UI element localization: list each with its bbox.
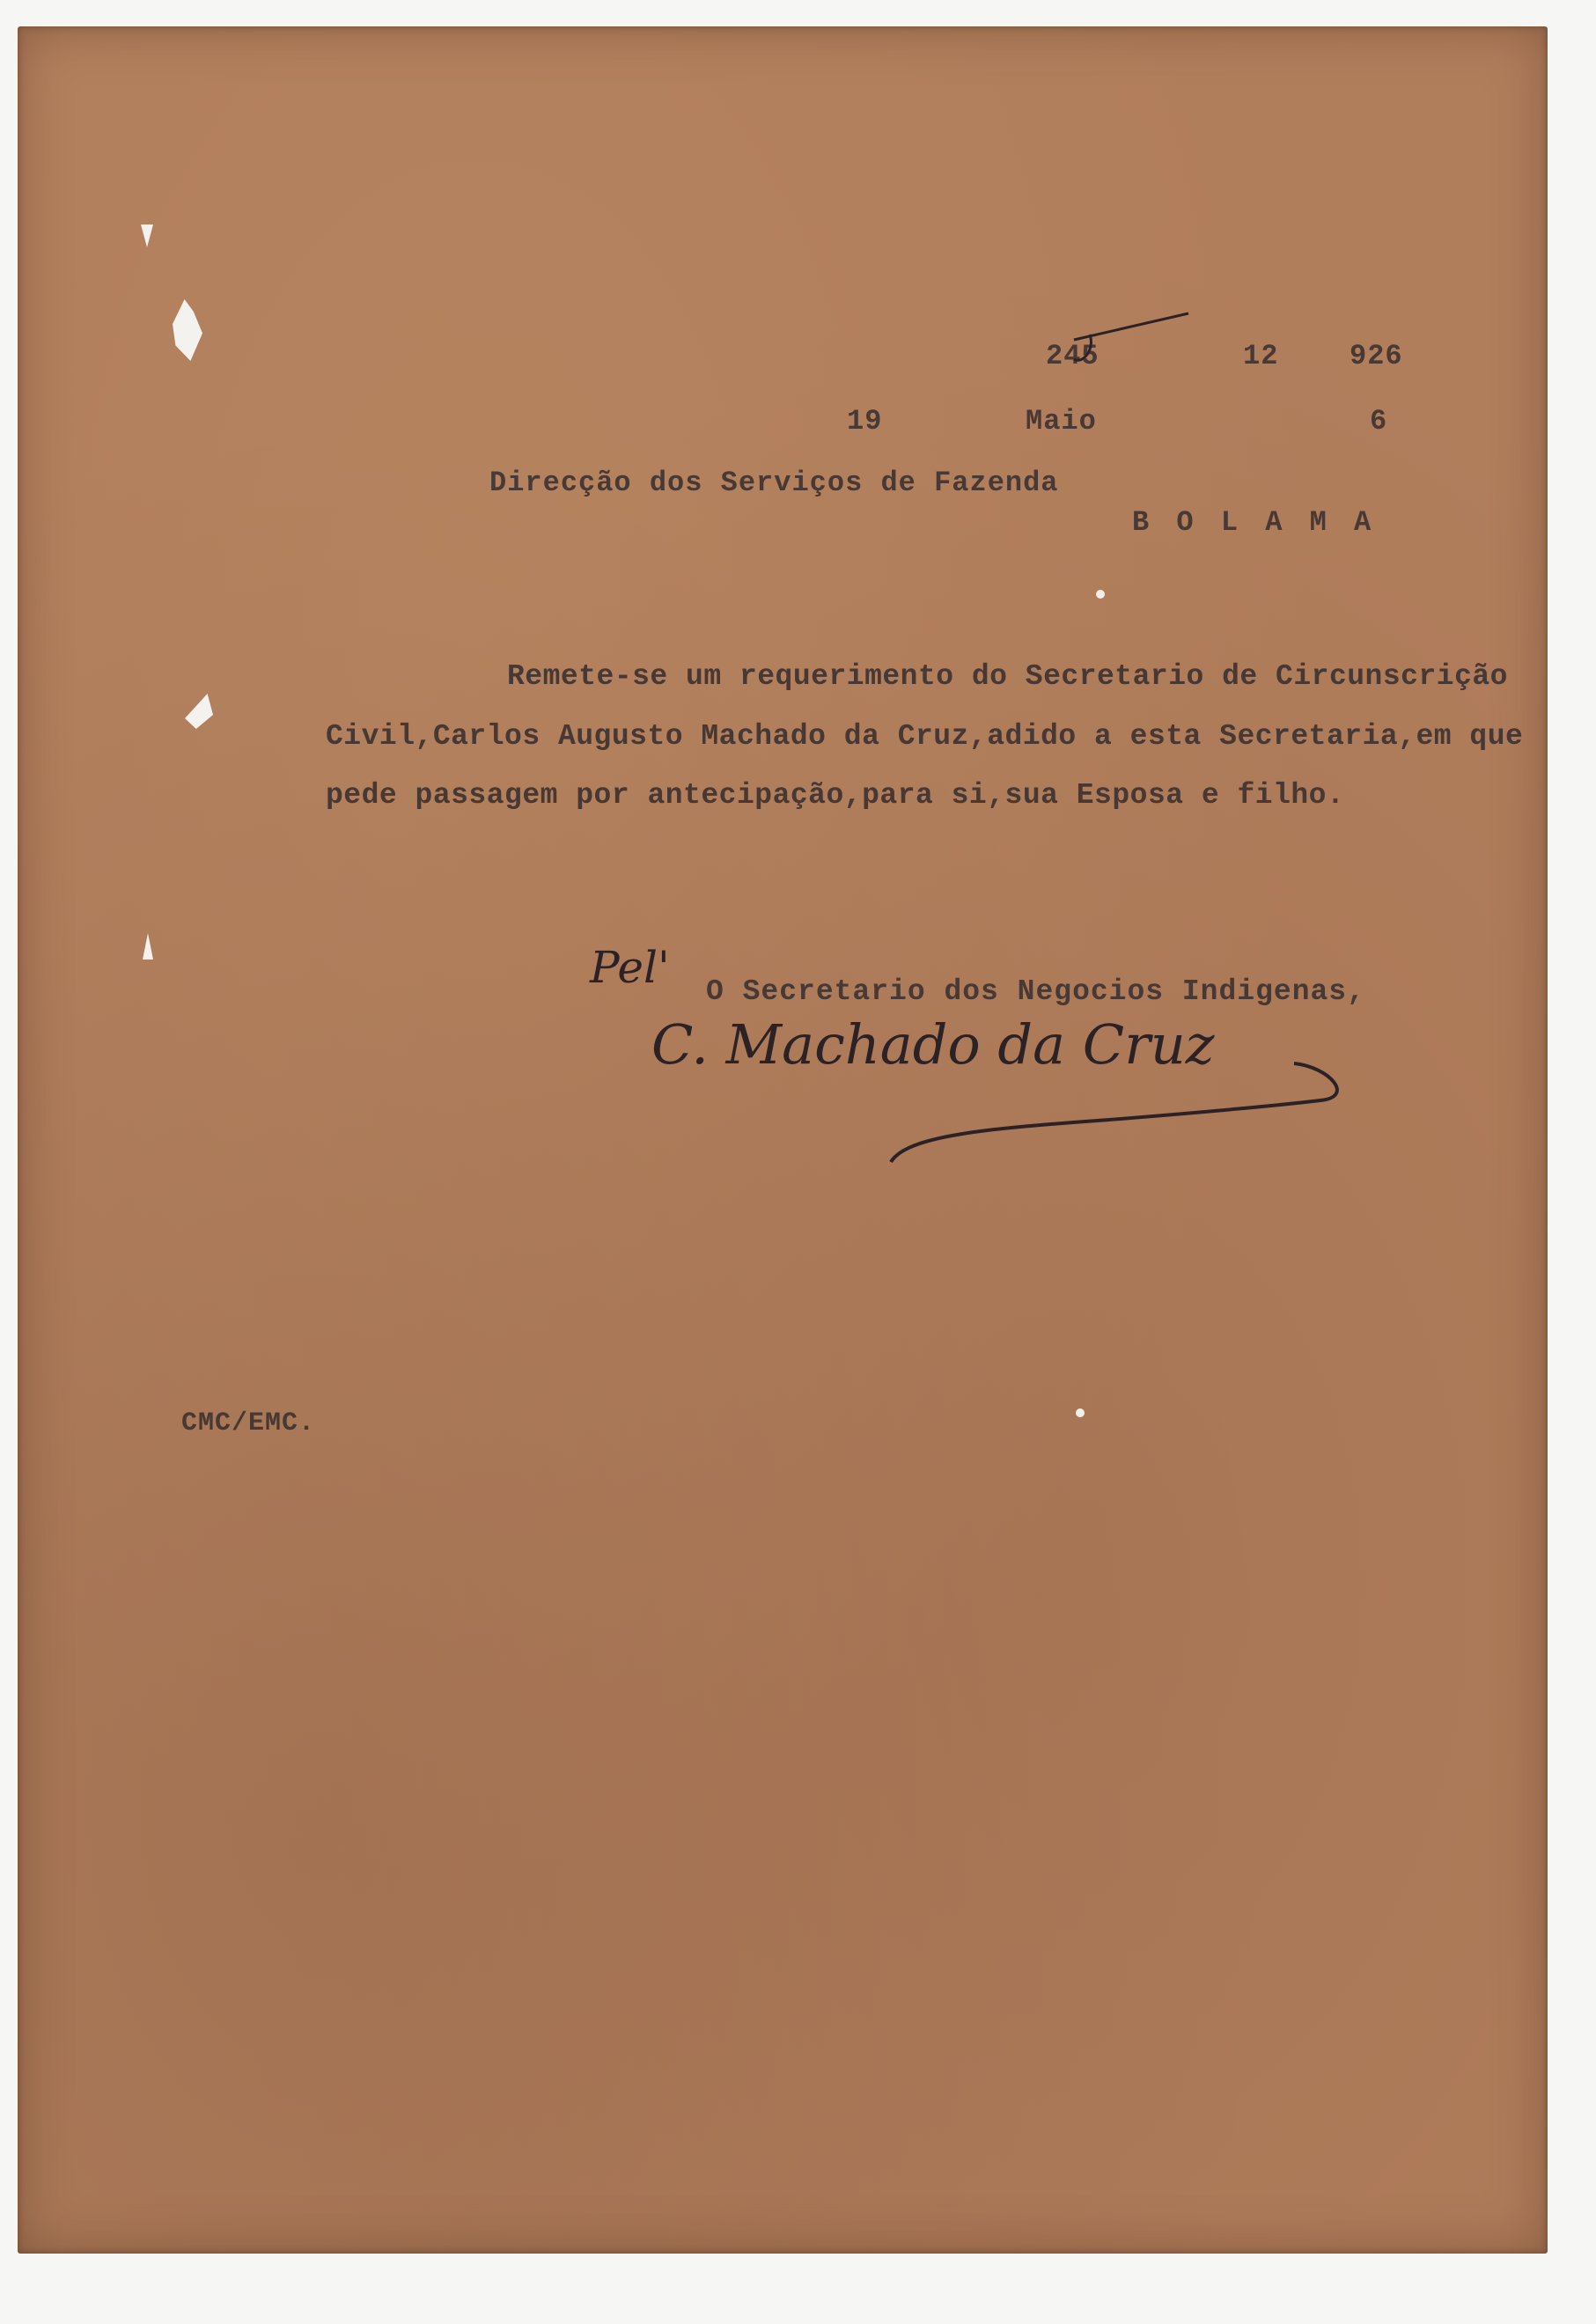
paper-speck bbox=[1076, 1408, 1085, 1417]
addressee-line: Direcção dos Serviços de Fazenda bbox=[489, 467, 1059, 499]
binding-hole-upper bbox=[173, 299, 202, 361]
signatory-title: O Secretario dos Negocios Indigenas, bbox=[706, 975, 1365, 1008]
signature-flourish bbox=[880, 1048, 1373, 1171]
body-line-3: pede passagem por antecipação,para si,sua Esposa e filho. bbox=[326, 779, 1345, 812]
reference-year: 926 bbox=[1350, 340, 1403, 372]
date-day: 19 bbox=[847, 405, 883, 438]
body-line-1: Remete-se um requerimento do Secretario de Circunscrição bbox=[507, 660, 1508, 693]
handwritten-signature: C. Machado da Cruz bbox=[651, 1012, 1215, 1077]
reference-number: 245 bbox=[1046, 340, 1100, 372]
document-sheet bbox=[18, 26, 1548, 2254]
binding-hole-lower bbox=[143, 933, 153, 960]
date-year-digit: 6 bbox=[1370, 405, 1388, 438]
reference-number-top: 12 bbox=[1243, 340, 1279, 372]
paper-speck bbox=[1096, 590, 1105, 599]
addressee-place: B O L A M A bbox=[1132, 506, 1377, 539]
body-line-2: Civil,Carlos Augusto Machado da Cruz,adido a esta Secretaria,em que bbox=[326, 720, 1524, 753]
binding-hole-top bbox=[141, 224, 153, 247]
binding-hole-middle bbox=[185, 694, 213, 729]
typist-initials: CMC/EMC. bbox=[181, 1408, 316, 1438]
handwritten-correction-mark bbox=[1056, 301, 1215, 371]
signature-prefix-handwritten: Pel' bbox=[590, 942, 670, 993]
date-month: Maio bbox=[1026, 405, 1097, 438]
